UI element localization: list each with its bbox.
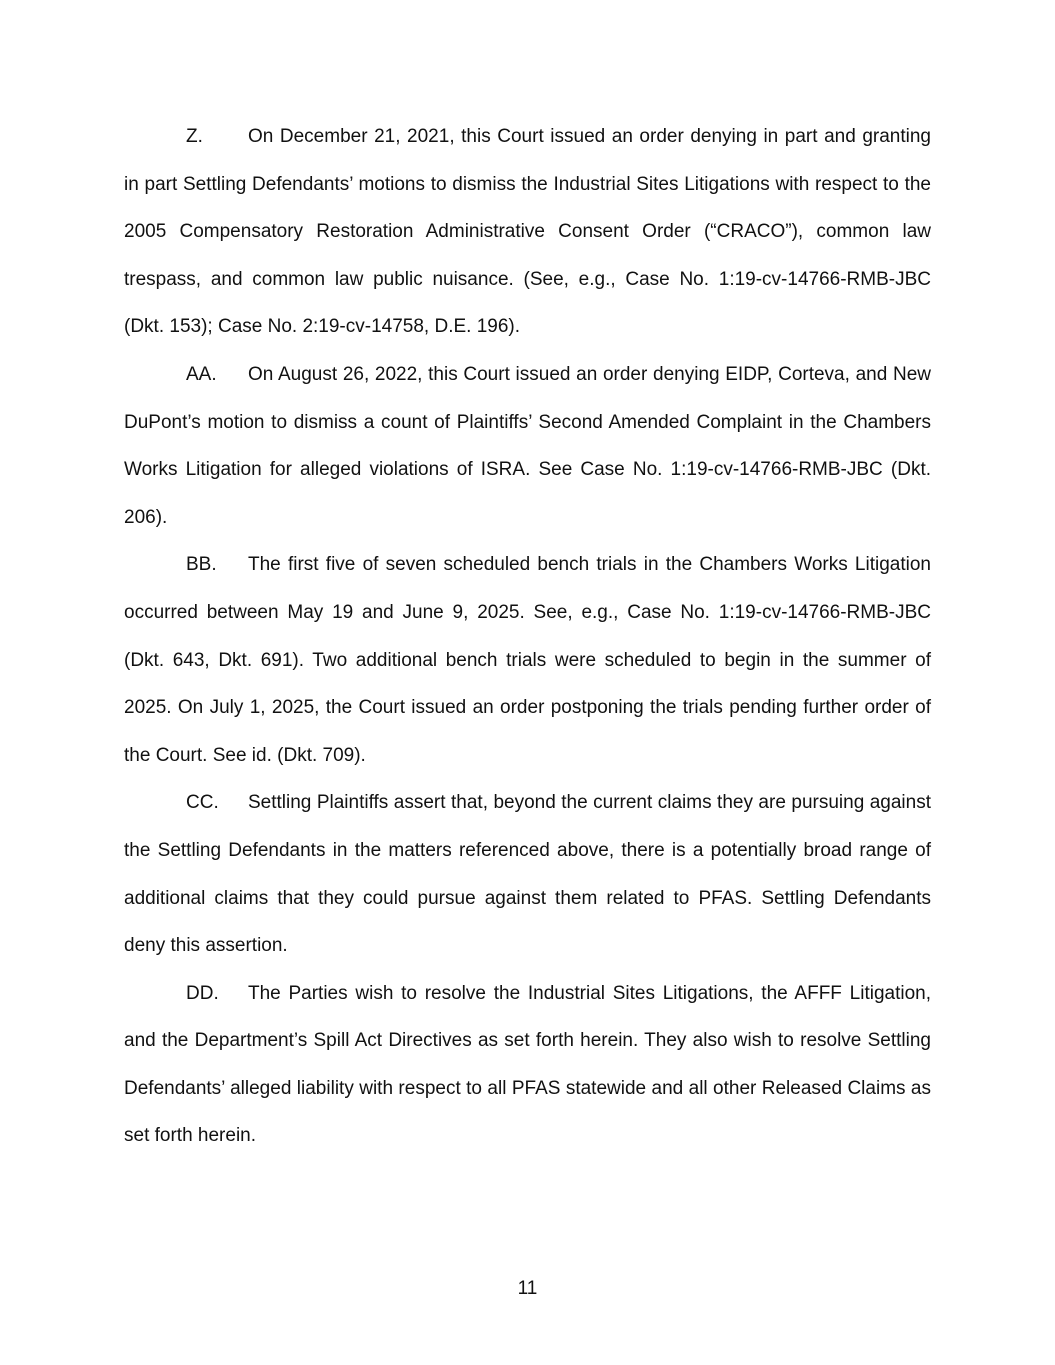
paragraph-text: The Parties wish to resolve the Industrial Sites Litigations, the AFFF Litigation, and the Department’s Spill Act Directives as set forth herein. They also wish to resolve Settling Defendants’ alleged liability with respect to all PFAS statewide and all other Released Claims as set forth herein. — [124, 982, 931, 1147]
paragraph-bb — [124, 541, 931, 779]
paragraph-text: On August 26, 2022, this Court issued an order denying EIDP, Corteva, and New DuPont’s motion to dismiss a count of Plaintiffs’ Second Amended Complaint in the Chambers Works Litigation for alleged violations of ISRA. See Case No. 1:19-cv-14766-RMB-JBC (Dkt. 206). — [124, 363, 931, 528]
paragraph-cc — [124, 779, 931, 969]
document-body — [124, 113, 931, 1160]
paragraph-label: CC. — [186, 792, 219, 814]
paragraph-text: Settling Plaintiffs assert that, beyond the current claims they are pursuing against the Settling Defendants in the matters referenced above, there is a potentially broad range of additional claims that they could pursue against them related to PFAS. Settling Defendants deny this assertion. — [124, 792, 931, 957]
paragraph-label: DD. — [186, 982, 219, 1004]
paragraph-label: BB. — [186, 554, 217, 576]
paragraph-label: AA. — [186, 363, 217, 385]
paragraph-z — [124, 113, 931, 351]
paragraph-label: Z. — [186, 126, 203, 147]
paragraph-text: On December 21, 2021, this Court issued an order denying in part and granting in part Settling Defendants’ motions to dismiss the Industrial Sites Litigations with respect to the 2005 Compensatory Restoration Administrative Consent Order (“CRACO”), common law trespass, and common law public nuisance. (See, e.g., Case No. 1:19-cv-14766-RMB-JBC (Dkt. 153); Case No. 2:19-cv-14758, D.E. 196). — [124, 126, 931, 338]
page-number: 11 — [517, 1278, 538, 1299]
paragraph-aa — [124, 351, 931, 541]
paragraph-text: The first five of seven scheduled bench trials in the Chambers Works Litigation occurred between May 19 and June 9, 2025. See, e.g., Case No. 1:19-cv-14766-RMB-JBC (Dkt. 643, Dkt. 691). Two additional bench trials were scheduled to begin in the summer of 2025. On July 1, 2025, the Court issued an order postponing the trials pending further order of the Court. See id. (Dkt. 709). — [124, 554, 931, 766]
paragraph-dd — [124, 970, 931, 1160]
